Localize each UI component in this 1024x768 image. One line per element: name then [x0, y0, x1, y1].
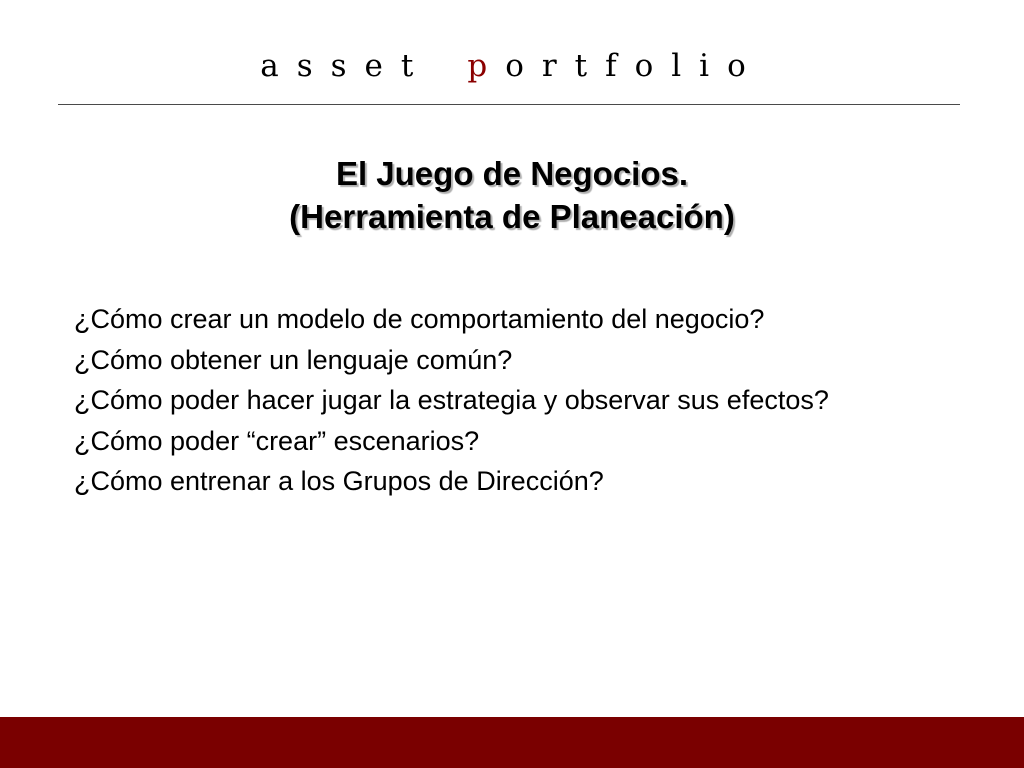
- slide-title-line-2: (Herramienta de Planeación): [289, 198, 735, 235]
- brand-word-portfolio-rest: ortfolio: [505, 48, 764, 84]
- question-list: [74, 299, 974, 502]
- header-divider: [58, 104, 960, 105]
- footer-bar: [0, 717, 1024, 768]
- question-item: ¿Cómo poder hacer jugar la estrategia y observar sus efectos?: [74, 385, 829, 415]
- slide-title-line-1: El Juego de Negocios.: [335, 155, 689, 192]
- question-item: ¿Cómo entrenar a los Grupos de Dirección?: [74, 466, 604, 496]
- brand-accent-letter: p: [467, 48, 506, 84]
- question-item: ¿Cómo crear un modelo de comportamiento del negocio?: [74, 304, 765, 334]
- brand-wordmark: [0, 48, 1024, 84]
- brand-word-asset: asset: [260, 48, 432, 84]
- slide-title: [0, 152, 1024, 238]
- question-item: ¿Cómo obtener un lenguaje común?: [74, 344, 513, 375]
- question-item: ¿Cómo poder “crear” escenarios?: [74, 425, 480, 456]
